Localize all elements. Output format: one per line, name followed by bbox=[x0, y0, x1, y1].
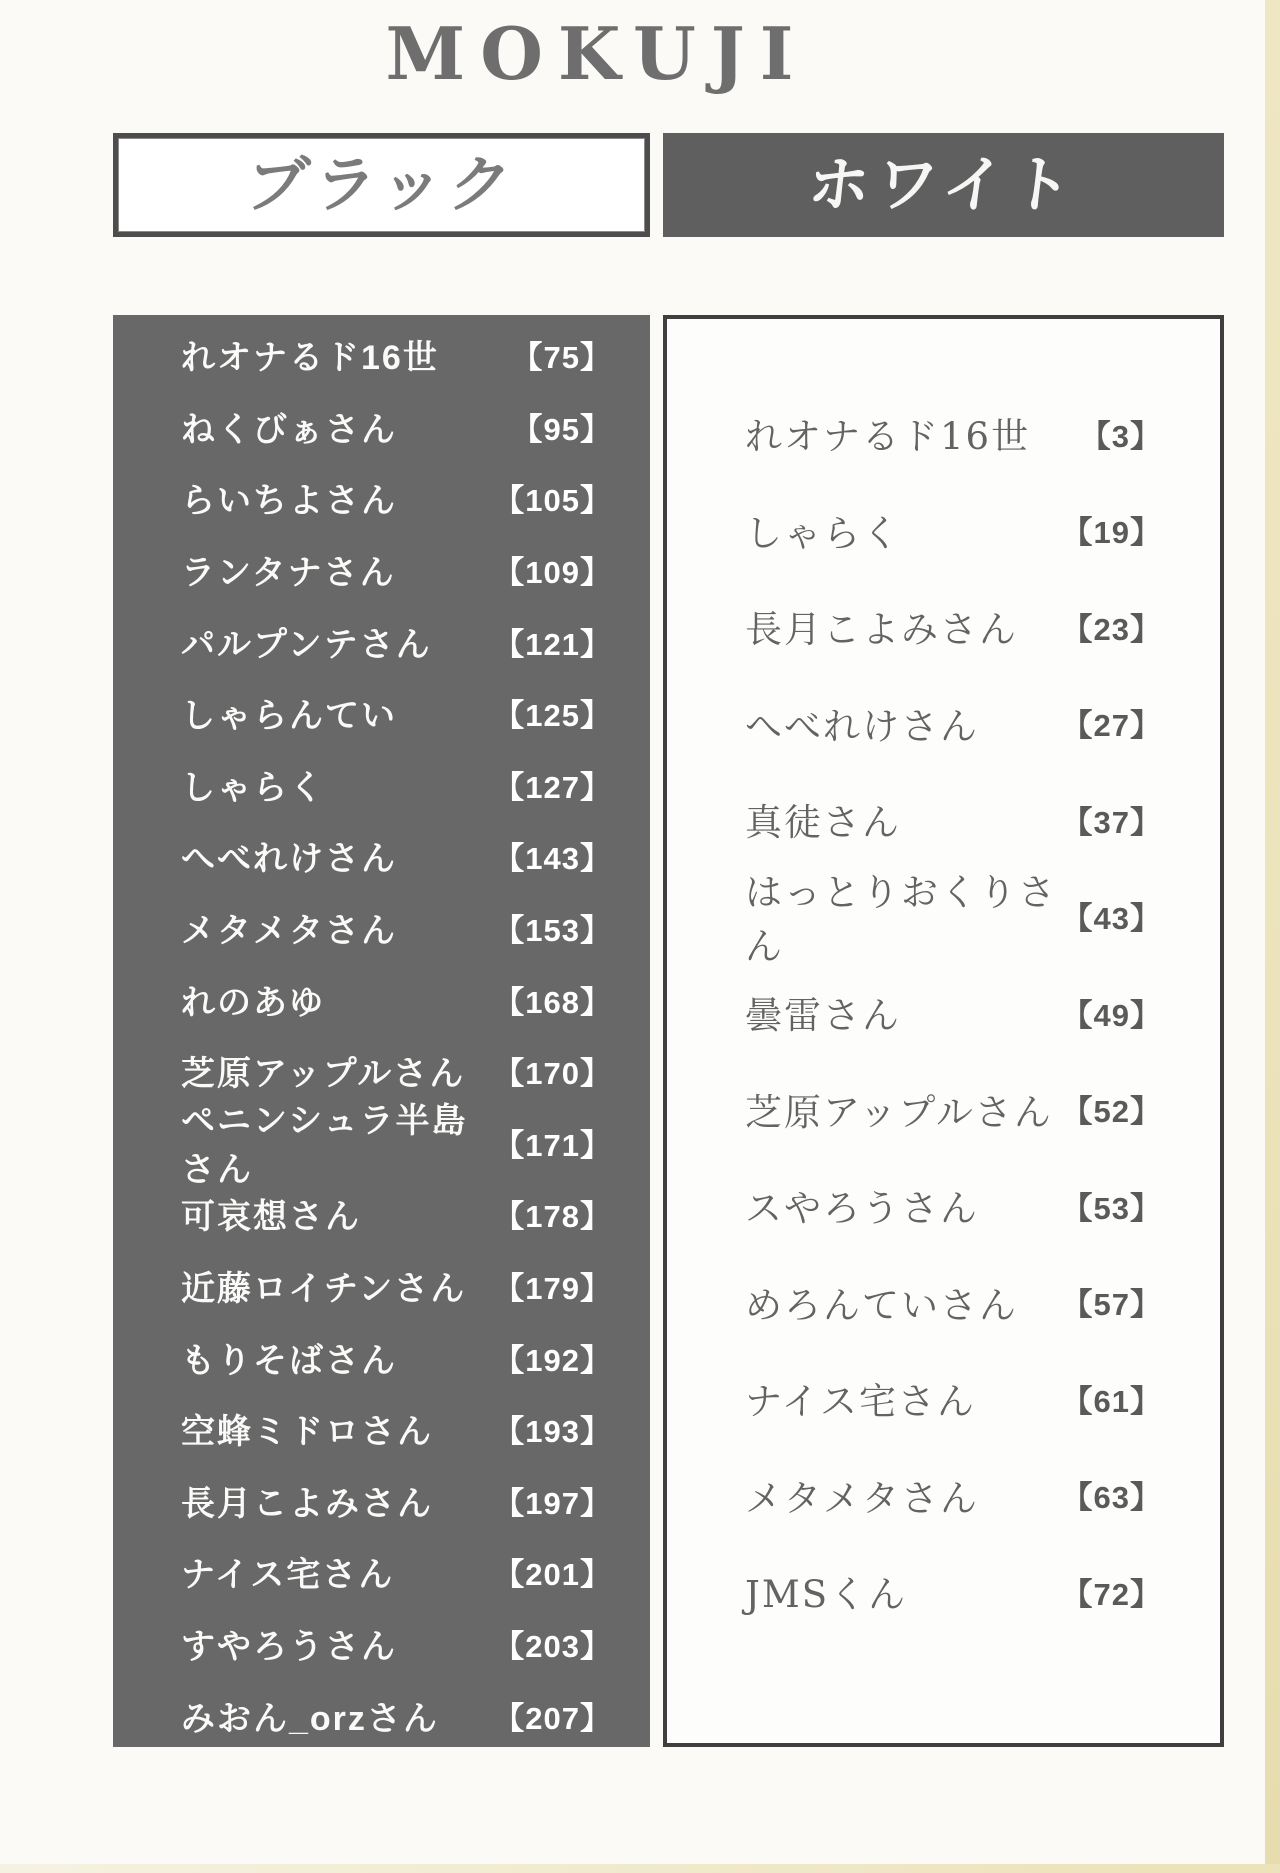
entry-name: 芝原アップルさん bbox=[745, 1090, 1053, 1134]
toc-entry bbox=[181, 534, 612, 606]
entry-page-number: 【57】 bbox=[1061, 1287, 1162, 1323]
toc-entry bbox=[181, 1393, 612, 1465]
entry-page-number: 【178】 bbox=[493, 1199, 612, 1235]
toc-entry bbox=[181, 1608, 612, 1680]
entry-page-number: 【23】 bbox=[1061, 611, 1162, 647]
entry-page-number: 【201】 bbox=[493, 1557, 612, 1593]
white-section-header-label: ホワイト bbox=[804, 148, 1084, 221]
toc-entry bbox=[745, 578, 1162, 675]
entry-name: 可哀想さん bbox=[181, 1198, 361, 1237]
entry-name: めろんていさん bbox=[745, 1283, 1018, 1327]
toc-entry bbox=[181, 605, 612, 677]
entry-name: ナイス宅さん bbox=[745, 1380, 977, 1424]
entry-name: 真徒さん bbox=[745, 801, 901, 845]
entry-name: しゃらく bbox=[745, 511, 901, 555]
entry-page-number: 【3】 bbox=[1079, 418, 1162, 454]
entry-name: へべれけさん bbox=[745, 704, 979, 748]
toc-entry bbox=[745, 1350, 1162, 1447]
entry-page-number: 【53】 bbox=[1061, 1190, 1162, 1226]
entry-name: JMSくん bbox=[745, 1573, 908, 1617]
entry-name: ペニンシュラ半島さん bbox=[181, 1102, 468, 1190]
white-toc-list bbox=[663, 315, 1224, 1747]
toc-entry bbox=[745, 1157, 1162, 1254]
toc-entry bbox=[181, 1465, 612, 1537]
entry-page-number: 【105】 bbox=[493, 483, 612, 519]
entry-name: ねくびぁさん bbox=[181, 410, 397, 449]
entry-page-number: 【203】 bbox=[493, 1628, 612, 1664]
entry-page-number: 【153】 bbox=[493, 913, 612, 949]
entry-page-number: 【207】 bbox=[493, 1700, 612, 1736]
scan-edge-right bbox=[1265, 0, 1280, 1873]
toc-entry bbox=[745, 482, 1162, 579]
entry-page-number: 【170】 bbox=[493, 1056, 612, 1092]
entry-name: パルプンテさん bbox=[181, 625, 432, 664]
toc-entry bbox=[745, 1447, 1162, 1544]
entry-page-number: 【63】 bbox=[1061, 1480, 1162, 1516]
entry-name: れオナるド16世 bbox=[745, 415, 1031, 459]
entry-page-number: 【168】 bbox=[493, 984, 612, 1020]
toc-entry bbox=[181, 1250, 612, 1322]
entry-name: ナイス宅さん bbox=[181, 1556, 395, 1595]
entry-name: れオナるド16世 bbox=[181, 339, 439, 378]
toc-entry bbox=[745, 1061, 1162, 1158]
toc-entry bbox=[181, 820, 612, 892]
entry-name: 芝原アップルさん bbox=[181, 1055, 466, 1094]
entry-page-number: 【179】 bbox=[493, 1271, 612, 1307]
entry-name: 長月こよみさん bbox=[181, 1484, 433, 1523]
entry-page-number: 【37】 bbox=[1061, 804, 1162, 840]
entry-name: 曇雷さん bbox=[745, 994, 901, 1038]
page-title: MOKUJI bbox=[385, 11, 809, 96]
entry-page-number: 【75】 bbox=[511, 340, 612, 376]
entry-name: しゃらく bbox=[181, 768, 325, 807]
entry-name: らいちよさん bbox=[181, 482, 397, 521]
toc-entry bbox=[181, 391, 612, 463]
entry-name: メタメタさん bbox=[745, 1476, 979, 1520]
toc-entry bbox=[181, 1679, 612, 1751]
entry-name: 近藤ロイチンさん bbox=[181, 1270, 467, 1309]
entry-page-number: 【121】 bbox=[493, 626, 612, 662]
black-toc-list bbox=[113, 315, 650, 1747]
entry-page-number: 【109】 bbox=[493, 555, 612, 591]
scan-edge-bottom bbox=[0, 1864, 1280, 1873]
white-section-header bbox=[663, 133, 1224, 237]
toc-entry bbox=[181, 1321, 612, 1393]
toc-entry bbox=[745, 771, 1162, 868]
entry-page-number: 【52】 bbox=[1061, 1094, 1162, 1130]
entry-page-number: 【193】 bbox=[493, 1414, 612, 1450]
toc-entry bbox=[181, 462, 612, 534]
toc-entry bbox=[181, 963, 612, 1035]
toc-entry bbox=[181, 749, 612, 821]
entry-page-number: 【192】 bbox=[493, 1342, 612, 1378]
toc-entry bbox=[745, 1254, 1162, 1351]
entry-name: ランタナさん bbox=[181, 554, 396, 593]
entry-name: メタメタさん bbox=[181, 912, 397, 951]
entry-name: しゃらんてい bbox=[181, 697, 397, 736]
toc-entry bbox=[745, 868, 1162, 968]
entry-page-number: 【95】 bbox=[511, 411, 612, 447]
entry-name: もりそばさん bbox=[181, 1341, 397, 1380]
toc-entry bbox=[745, 1543, 1162, 1640]
entry-page-number: 【143】 bbox=[493, 841, 612, 877]
entry-page-number: 【171】 bbox=[493, 1127, 612, 1163]
toc-entry bbox=[181, 892, 612, 964]
black-section-header bbox=[113, 133, 650, 237]
entry-name: 長月こよみさん bbox=[745, 608, 1018, 652]
entry-name: れのあゆ bbox=[181, 983, 325, 1022]
entry-name: へべれけさん bbox=[181, 840, 397, 879]
black-section-header-label: ブラック bbox=[241, 148, 522, 221]
toc-entry bbox=[181, 319, 612, 391]
entry-page-number: 【127】 bbox=[493, 769, 612, 805]
entry-page-number: 【19】 bbox=[1061, 515, 1162, 551]
toc-entry bbox=[745, 964, 1162, 1061]
entry-name: スやろうさん bbox=[745, 1187, 979, 1231]
toc-entry bbox=[745, 385, 1162, 482]
entry-name: すやろうさん bbox=[181, 1627, 397, 1666]
toc-entry bbox=[181, 677, 612, 749]
entry-page-number: 【125】 bbox=[493, 698, 612, 734]
entry-page-number: 【197】 bbox=[493, 1485, 612, 1521]
toc-entry bbox=[181, 1102, 612, 1190]
entry-page-number: 【61】 bbox=[1061, 1383, 1162, 1419]
entry-name: 空蜂ミドロさん bbox=[181, 1413, 433, 1452]
entry-page-number: 【72】 bbox=[1061, 1576, 1162, 1612]
entry-page-number: 【49】 bbox=[1061, 997, 1162, 1033]
entry-page-number: 【43】 bbox=[1061, 901, 1162, 937]
toc-entry bbox=[745, 675, 1162, 772]
entry-page-number: 【27】 bbox=[1061, 708, 1162, 744]
toc-entry bbox=[181, 1536, 612, 1608]
entry-name: はっとりおくりさん bbox=[745, 870, 1057, 968]
entry-name: みおん_orzさん bbox=[181, 1699, 439, 1738]
